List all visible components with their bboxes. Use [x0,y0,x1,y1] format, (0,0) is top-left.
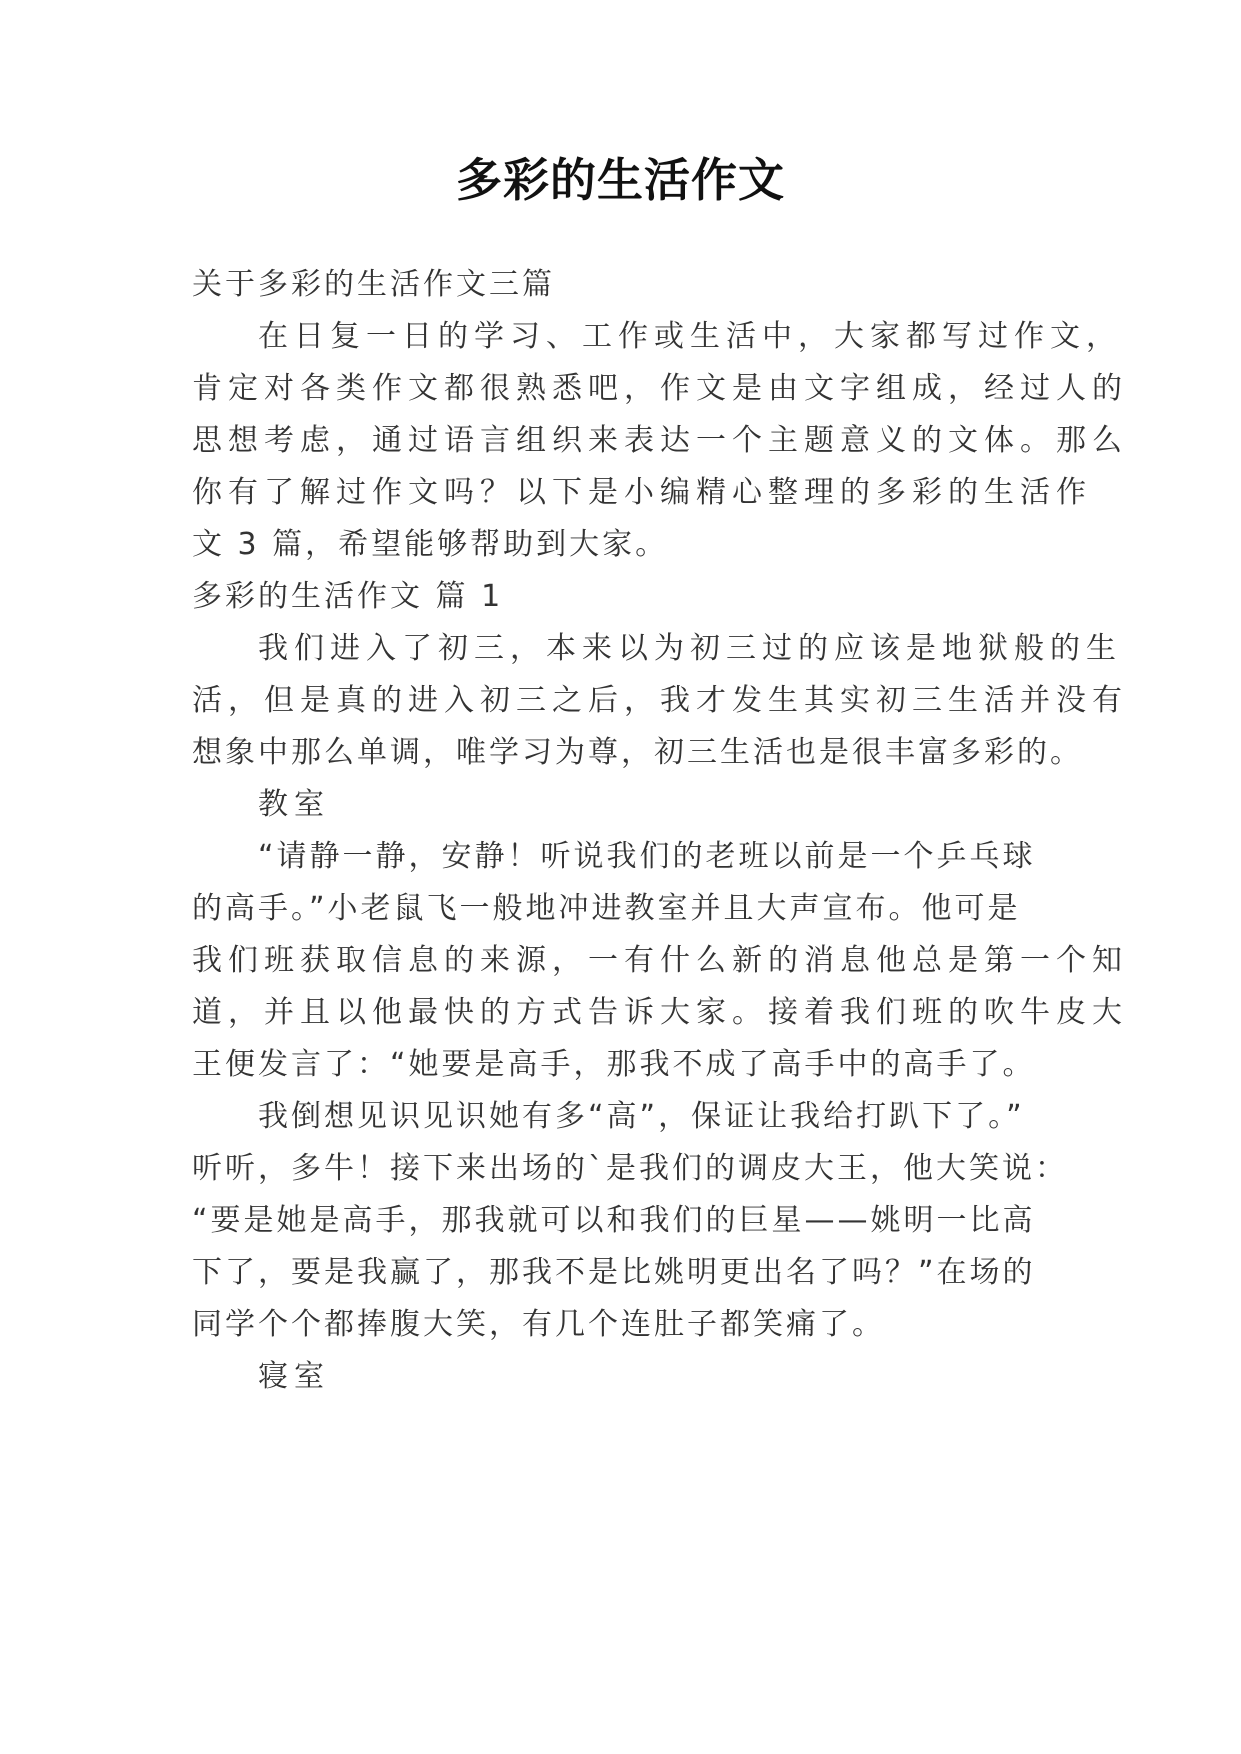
subtitle-line: 关于多彩的生活作文三篇 [192,267,555,302]
paragraph-line: 我倒想见识见识她有多“高”，保证让我给打趴下了。” [258,1099,1025,1134]
paragraph-line: 下了，要是我赢了，那我不是比姚明更出名了吗？”在场的 [192,1255,1036,1290]
paragraph-line: 道，并且以他最快的方式告诉大家。接着我们班的吹牛皮大 [192,995,1128,1030]
section-heading: 多彩的生活作文 篇 1 [192,579,504,614]
paragraph-line: 思想考虑，通过语言组织来表达一个主题意义的文体。那么 [192,423,1128,458]
paragraph-line: 听听，多牛！接下来出场的`是我们的调皮大王，他大笑说： [192,1151,1068,1186]
paragraph-line: 的高手。”小老鼠飞一般地冲进教室并且大声宣布。他可是 [192,891,1021,926]
paragraph-line: 文 3 篇，希望能够帮助到大家。 [192,527,669,562]
paragraph-line: 同学个个都捧腹大笑，有几个连肚子都笑痛了。 [192,1307,885,1342]
paragraph-line: “要是她是高手，那我就可以和我们的巨星——姚明一比高 [192,1203,1036,1238]
subsection-heading: 教室 [258,787,330,822]
paragraph-line: 王便发言了：“她要是高手，那我不成了高手中的高手了。 [192,1047,1036,1082]
paragraph-line: 我们班获取信息的来源，一有什么新的消息他总是第一个知 [192,943,1128,978]
paragraph-line: 想象中那么单调，唯学习为尊，初三生活也是很丰富多彩的。 [192,735,1083,770]
subsection-heading: 寝室 [258,1359,330,1394]
document-title: 多彩的生活作文 [456,153,785,207]
paragraph-line: 肯定对各类作文都很熟悉吧，作文是由文字组成，经过人的 [192,371,1128,406]
paragraph-line: “请静一静，安静！听说我们的老班以前是一个乒乓球 [258,839,1036,874]
paragraph-line: 活，但是真的进入初三之后，我才发生其实初三生活并没有 [192,683,1128,718]
paragraph-line: 在日复一日的学习、工作或生活中，大家都写过作文， [258,319,1122,354]
paragraph-line: 你有了解过作文吗？以下是小编精心整理的多彩的生活作 [192,475,1092,510]
paragraph-line: 我们进入了初三，本来以为初三过的应该是地狱般的生 [258,631,1122,666]
